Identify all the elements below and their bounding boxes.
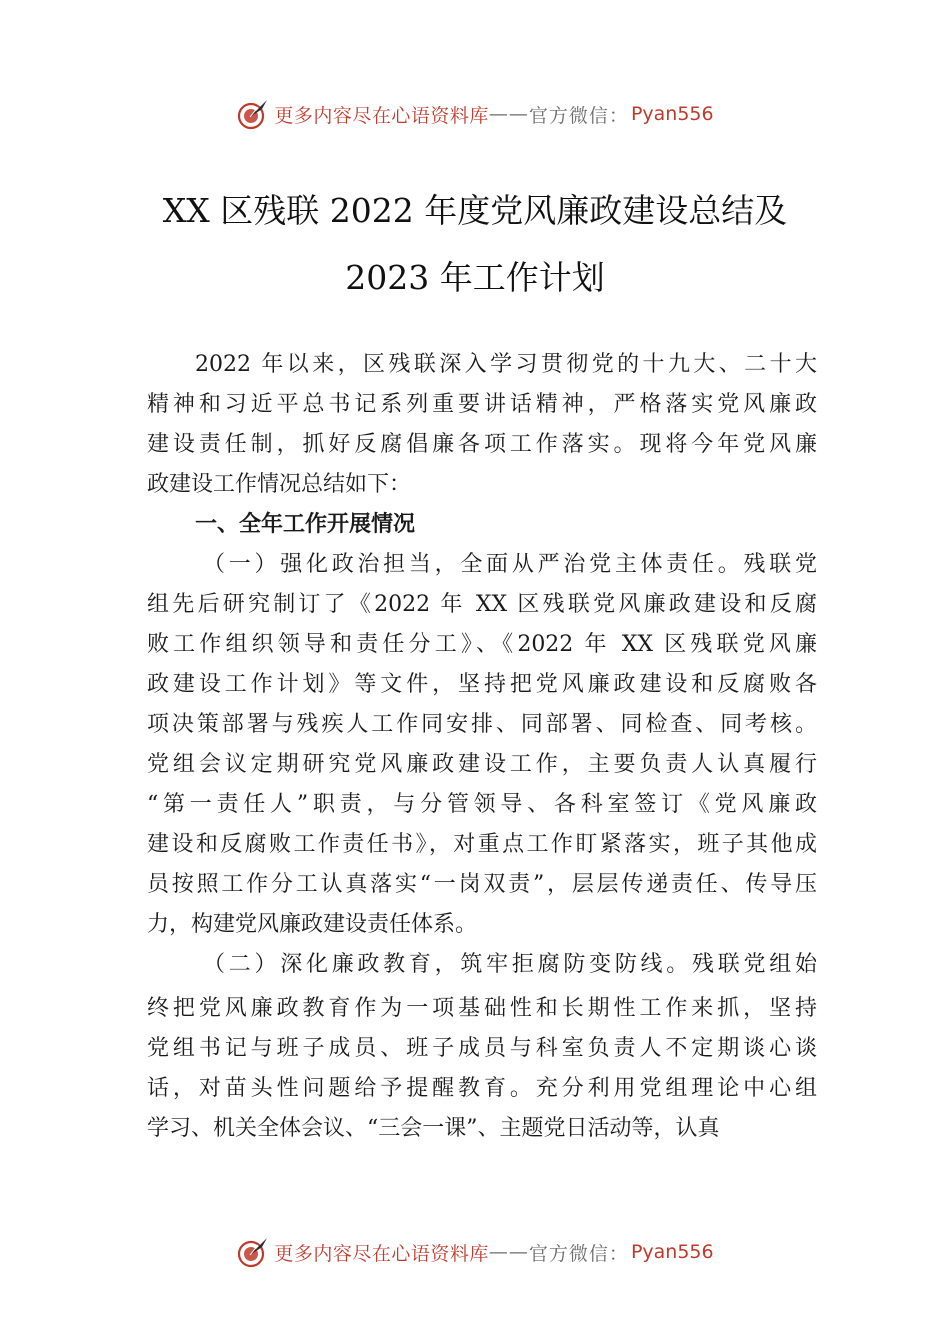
sub2-line: 学习、机关全体会议、“三会一课”、主题党日活动等，认真 — [147, 1116, 720, 1141]
document-body — [147, 345, 817, 1149]
section-heading: 一、全年工作开展情况 — [195, 512, 416, 537]
banner-dash: —— — [488, 103, 529, 125]
sub1-line: 组先后研究制订了《2022 年 XX 区残联党风廉政建设和反腐 — [147, 592, 817, 617]
footer-wechat-label: 官方微信： — [528, 1242, 629, 1265]
sub2-line: 终把党风廉政教育作为一项基础性和长期性工作来抓，坚持 — [147, 996, 817, 1021]
intro-line: 2022 年以来，区残联深入学习贯彻党的十九大、二十大 — [195, 352, 817, 377]
footer-banner — [0, 1234, 950, 1270]
sub1-line: 政建设工作计划》等文件，坚持把党风廉政建设和反腐败各 — [147, 672, 817, 697]
intro-line: 政建设工作情况总结如下： — [147, 472, 412, 497]
footer-wechat-id: Pyan556 — [630, 1241, 714, 1263]
sub1-line: （一）强化政治担当，全面从严治党主体责任。残联党 — [203, 552, 817, 577]
banner-wechat-id: Pyan556 — [630, 103, 714, 125]
sub1-line: 项决策部署与残疾人工作同安排、同部署、同检查、同考核。 — [147, 712, 817, 737]
document-title-line-2: 2023 年工作计划 — [345, 258, 605, 297]
footer-dash: —— — [488, 1241, 529, 1263]
intro-line: 建设责任制，抓好反腐倡廉各项工作落实。现将今年党风廉 — [147, 432, 817, 457]
sub1-line: 败工作组织领导和责任分工》、《2022 年 XX 区残联党风廉 — [147, 632, 817, 657]
sub2-line: 党组书记与班子成员、班子成员与科室负责人不定期谈心谈 — [147, 1036, 817, 1061]
banner-site-name: 更多内容尽在心语资料库 — [274, 104, 489, 127]
quill-seal-icon — [236, 1235, 270, 1269]
sub1-line: 力，构建党风廉政建设责任体系。 — [147, 912, 478, 937]
footer-site-name: 更多内容尽在心语资料库 — [274, 1242, 489, 1265]
sub1-line: “第一责任人”职责，与分管领导、各科室签订《党风廉政 — [147, 792, 817, 817]
header-banner — [0, 96, 950, 132]
quill-seal-icon — [236, 97, 270, 131]
sub1-line: 建设和反腐败工作责任书》，对重点工作盯紧落实，班子其他成 — [147, 832, 817, 857]
sub1-line: 员按照工作分工认真落实“一岗双责”，层层传递责任、传导压 — [147, 872, 817, 897]
intro-line: 精神和习近平总书记系列重要讲话精神，严格落实党风廉政 — [147, 392, 817, 417]
sub1-line: 党组会议定期研究党风廉政建设工作，主要负责人认真履行 — [147, 752, 817, 777]
sub2-line: （二）深化廉政教育，筑牢拒腐防变防线。残联党组始 — [203, 952, 817, 977]
banner-wechat-label: 官方微信： — [528, 104, 629, 127]
sub2-line: 话，对苗头性问题给予提醒教育。充分利用党组理论中心组 — [147, 1076, 817, 1101]
document-title-line-1: XX 区残联 2022 年度党风廉政建设总结及 — [162, 191, 788, 230]
